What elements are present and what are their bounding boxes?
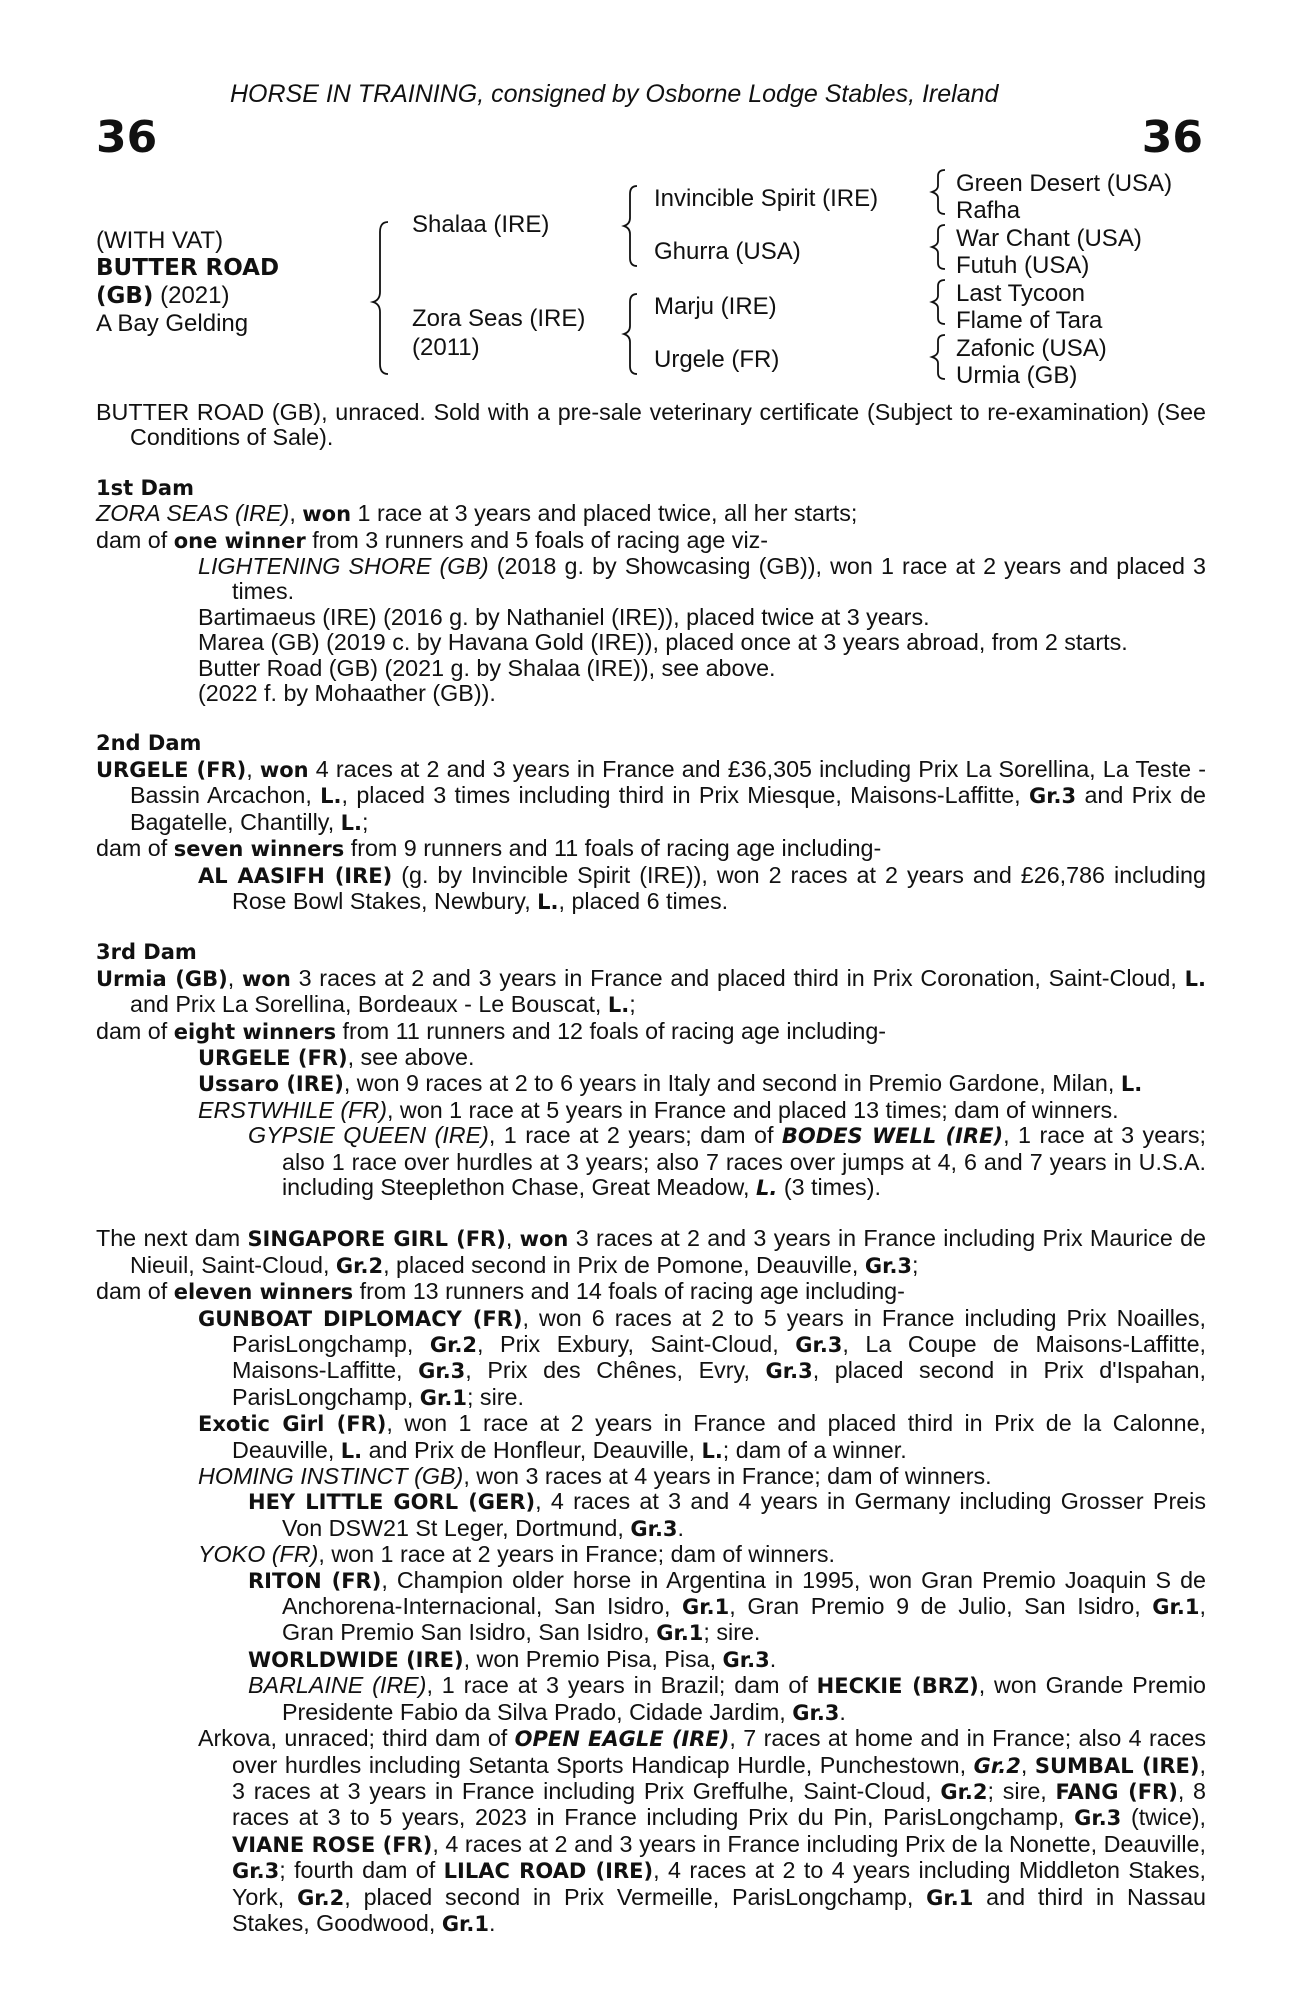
list-item: Ussaro (IRE), won 9 races at 2 to 6 years in Italy and second in Premio Gardone, Milan, L. <box>198 1070 1143 1097</box>
third-dam-produce-summary: dam of eight winners from 11 runners and 12 foals of racing age including- <box>96 1017 887 1044</box>
horse-origin: (GB) <box>96 283 154 309</box>
gg-6: Flame of Tara <box>956 307 1103 334</box>
list-item: RITON (FR), Champion older horse in Argentina in 1995, won Gran Premio Joaquin S de Anchorena-Internacional, San Isidro, Gr.1, Gran Premio 9 de Julio, San Isidro, Gr.1, Gran Premio San Isidro, San Isidro, Gr.1; sire. <box>248 1566 1206 1646</box>
intro-paragraph: BUTTER ROAD (GB), unraced. Sold with a pre-sale veterinary certificate (Subject to re-examination) (See Conditions of Sale). <box>96 399 1206 451</box>
first-dam-produce-summary: dam of one winner from 3 runners and 5 foals of racing age viz- <box>96 526 769 553</box>
third-dam-heading: 3rd Dam <box>96 940 197 965</box>
list-item: Butter Road (GB) (2021 g. by Shalaa (IRE)), see above. <box>198 654 776 681</box>
list-item: GUNBOAT DIPLOMACY (FR), won 6 races at 2 to 5 years in France including Prix Noailles, ParisLongchamp, Gr.2, Prix Exbury, Saint-Cloud, Gr.3, La Coupe de Maisons-Laffitte, Maisons-Laffitte, Gr.3, Prix des Chênes, Evry, Gr.3, placed second in Prix d'Ispahan, ParisLongchamp, Gr.1; sire. <box>198 1304 1206 1410</box>
gg-5: Last Tycoon <box>956 280 1085 307</box>
third-dam-entry: Urmia (GB), won 3 races at 2 and 3 years in France and placed third in Prix Coronation, Saint-Cloud, L. and Prix La Sorellina, Bordeaux - Le Bouscat, L.; <box>96 964 1206 1018</box>
list-item: Arkova, unraced; third dam of OPEN EAGLE (IRE), 7 races at home and in France; also 4 races over hurdles including Setanta Sports Handicap Hurdle, Punchestown, Gr.2, SUMBAL (IRE), 3 races at 3 years in France including Prix Greffulhe, Saint-Cloud, Gr.2; sire, FANG (FR), 8 races at 3 to 5 years, 2023 in France including Prix du Pin, ParisLongchamp, Gr.3 (twice), VIANE ROSE (FR), 4 races at 2 and 3 years in France including Prix de la Nonette, Deauville, Gr.3; fourth dam of LILAC ROAD (IRE), 4 races at 2 to 4 years including Middleton Stakes, York, Gr.2, placed second in Prix Vermeille, ParisLongchamp, Gr.1 and third in Nassau Stakes, Goodwood, Gr.1. <box>198 1725 1207 1936</box>
list-item: HEY LITTLE GORL (GER), 4 races at 3 and 4 years in Germany including Grosser Preis Von DSW21 St Leger, Dortmund, Gr.3. <box>248 1488 1207 1541</box>
second-dam-produce-summary: dam of seven winners from 9 runners and 11 foals of racing age including- <box>96 835 882 862</box>
dam-year: (2011) <box>412 334 480 361</box>
list-item: ERSTWHILE (FR), won 1 race at 5 years in France and placed 13 times; dam of winners. <box>198 1096 1119 1123</box>
dam-sire: Marju (IRE) <box>654 293 777 320</box>
next-dam-produce-summary: dam of eleven winners from 13 runners and 14 foals of racing age including- <box>96 1278 905 1305</box>
gg-7: Zafonic (USA) <box>956 335 1107 362</box>
second-dam-entry: URGELE (FR), won 4 races at 2 and 3 years in France and £36,305 including Prix La Sorellina, La Teste - Bassin Arcachon, L., placed 3 times including third in Prix Miesque, Maisons-Laffitte, Gr.3 and Prix de Bagatelle, Chantilly, L.; <box>96 755 1207 835</box>
gg-1: Green Desert (USA) <box>956 170 1173 197</box>
list-item: YOKO (FR), won 1 race at 2 years in France; dam of winners. <box>198 1541 836 1568</box>
gg-8: Urmia (GB) <box>956 362 1078 389</box>
sire-sire: Invincible Spirit (IRE) <box>654 185 879 212</box>
second-dam-heading: 2nd Dam <box>96 731 202 756</box>
list-item: AL AASIFH (IRE) (g. by Invincible Spirit (IRE)), won 2 races at 2 years and £26,786 including Rose Bowl Stakes, Newbury, L., placed 6 times. <box>198 861 1206 914</box>
catalogue-body <box>96 400 1206 1937</box>
lot-number-right: 36 <box>1141 112 1203 163</box>
list-item: Bartimaeus (IRE) (2016 g. by Nathaniel (IRE)), placed twice at 3 years. <box>198 603 930 630</box>
sire-dam: Ghurra (USA) <box>654 238 801 265</box>
first-dam-entry: ZORA SEAS (IRE), won 1 race at 3 years and placed twice, all her starts; <box>96 500 858 527</box>
catalogue-header: HORSE IN TRAINING, consigned by Osborne Lodge Stables, Ireland <box>230 80 999 108</box>
horse-description: A Bay Gelding <box>96 310 249 337</box>
lot-number-left: 36 <box>96 112 158 163</box>
list-item: Exotic Girl (FR), won 1 race at 2 years in France and placed third in Prix de la Calonne, Deauville, L. and Prix de Honfleur, Deauville, L.; dam of a winner. <box>198 1410 1207 1463</box>
gg-2: Rafha <box>956 197 1021 224</box>
horse-year: (2021) <box>160 282 230 309</box>
horse-name: BUTTER ROAD <box>96 255 280 281</box>
list-item: GYPSIE QUEEN (IRE), 1 race at 2 years; dam of BODES WELL (IRE), 1 race at 3 years; also 1 race over hurdles at 3 years; also 7 races over jumps at 4, 6 and 7 years in U.S.A. including Steeplethon Chase, Great Meadow, L. (3 times). <box>248 1122 1206 1200</box>
list-item: HOMING INSTINCT (GB), won 3 races at 4 years in France; dam of winners. <box>198 1463 992 1490</box>
dam: Zora Seas (IRE) <box>412 305 586 332</box>
gg-3: War Chant (USA) <box>956 225 1142 252</box>
next-dam-entry: The next dam SINGAPORE GIRL (FR), won 3 races at 2 and 3 years in France including Prix Maurice de Nieuil, Saint-Cloud, Gr.2, placed second in Prix de Pomone, Deauville, Gr.3; <box>96 1225 1207 1278</box>
list-item: Marea (GB) (2019 c. by Havana Gold (IRE)), placed once at 3 years abroad, from 2 starts. <box>198 629 1128 656</box>
first-dam-heading: 1st Dam <box>96 475 194 500</box>
list-item: URGELE (FR), see above. <box>198 1043 475 1070</box>
list-item: LIGHTENING SHORE (GB) (2018 g. by Showcasing (GB)), won 1 race at 2 years and placed 3 times. <box>198 553 1206 605</box>
sire: Shalaa (IRE) <box>412 211 550 238</box>
list-item: WORLDWIDE (IRE), won Premio Pisa, Pisa, Gr.3. <box>248 1645 777 1672</box>
dam-dam: Urgele (FR) <box>654 346 780 373</box>
vat-note: (WITH VAT) <box>96 227 224 254</box>
list-item: (2022 f. by Mohaather (GB)). <box>198 680 496 707</box>
list-item: BARLAINE (IRE), 1 race at 3 years in Brazil; dam of HECKIE (BRZ), won Grande Premio Presidente Fabio da Silva Prado, Cidade Jardim, Gr.3. <box>248 1672 1206 1725</box>
gg-4: Futuh (USA) <box>956 252 1090 279</box>
